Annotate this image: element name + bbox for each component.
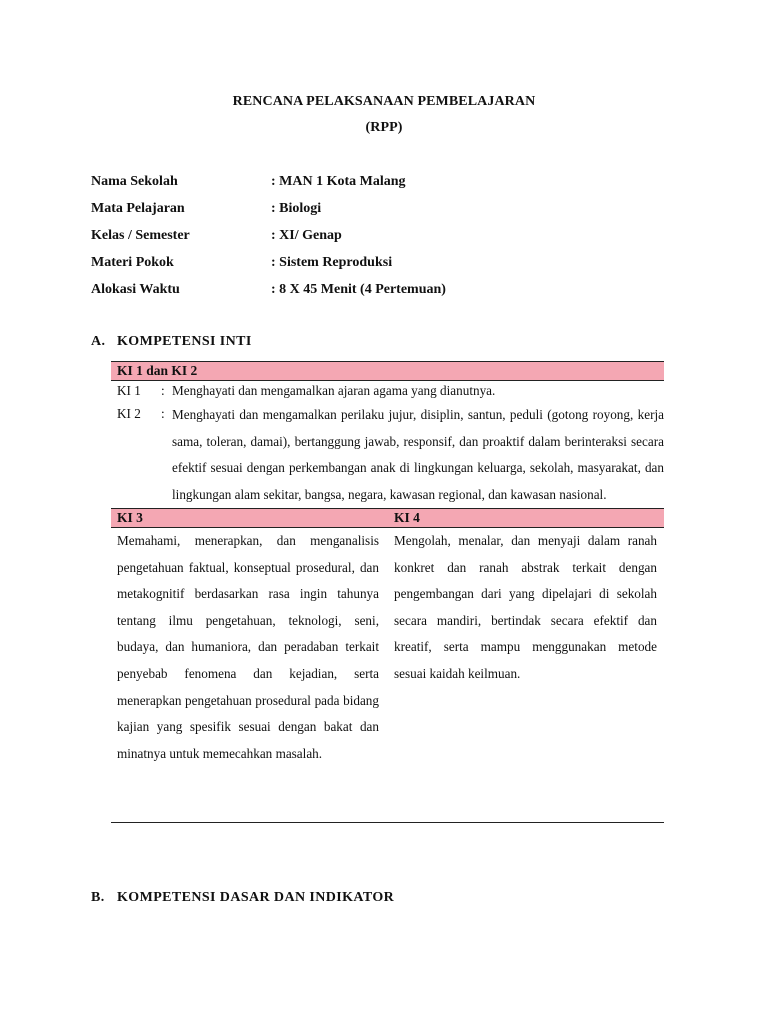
header-label-ki4: KI 4	[394, 510, 420, 525]
info-label: Alokasi Waktu	[91, 282, 180, 297]
table-header-ki12	[111, 361, 664, 381]
ki34-body	[111, 528, 664, 823]
table-header-ki34	[111, 508, 664, 528]
ki-text: Menghayati dan mengamalkan ajaran agama yang dianutnya.	[172, 383, 496, 398]
info-label: Nama Sekolah	[91, 174, 178, 189]
info-value: : Sistem Reproduksi	[271, 255, 393, 270]
ki-code: KI 2	[117, 406, 141, 421]
info-value: : 8 X 45 Menit (4 Pertemuan)	[271, 282, 446, 297]
info-value: : XI/ Genap	[271, 228, 342, 243]
info-label: Materi Pokok	[91, 255, 174, 270]
ki3-text: Memahami, menerapkan, dan menganalisis pengetahuan faktual, konseptual prosedural, dan metakognitif berdasarkan rasa ingin tahunya tentang ilmu pengetahuan, teknologi, seni, budaya, dan humaniora, dan peradaban terkait penyebab fenomena dan kejadian, serta menerapkan pengetahuan prosedural pada bidang kajian yang spesifik sesuai dengan bakat dan minatnya untuk memecahkan masalah.	[117, 533, 379, 761]
ki1-row	[111, 381, 664, 401]
section-title: KOMPETENSI DASAR DAN INDIKATOR	[117, 890, 395, 905]
ki-colon: :	[161, 406, 165, 421]
section-letter: B.	[91, 890, 105, 905]
document-subtitle: (RPP)	[365, 120, 403, 135]
ki-colon: :	[161, 383, 165, 398]
info-value: : MAN 1 Kota Malang	[271, 174, 406, 189]
header-label-ki3: KI 3	[117, 510, 143, 525]
section-a-heading	[91, 334, 252, 350]
section-title: KOMPETENSI INTI	[117, 334, 252, 349]
ki12-block	[111, 381, 664, 508]
info-value: : Biologi	[271, 201, 322, 216]
header-label: KI 1 dan KI 2	[117, 363, 198, 378]
document-title: RENCANA PELAKSANAAN PEMBELAJARAN	[232, 94, 536, 109]
info-label: Mata Pelajaran	[91, 201, 185, 216]
ki-code: KI 1	[117, 383, 141, 398]
ki2-row	[111, 401, 664, 508]
competency-table	[111, 361, 664, 823]
section-letter: A.	[91, 334, 106, 349]
section-b-heading	[91, 890, 394, 906]
info-label: Kelas / Semester	[91, 228, 190, 243]
ki-text: Menghayati dan mengamalkan perilaku jujur, disiplin, santun, peduli (gotong royong, kerja sama, toleran, damai), bertanggung jawab, responsif, dan proaktif dalam berinteraksi secara efektif sesuai dengan perkembangan anak di lingkungan keluarga, sekolah, masyarakat, dan lingkungan alam sekitar, bangsa, negara, kawasan regional, dan kawasan nasional.	[172, 407, 664, 502]
ki4-text: Mengolah, menalar, dan menyaji dalam ranah konkret dan ranah abstrak terkait dengan pengembangan dari yang dipelajari di sekolah secara mandiri, bertindak secara efektif dan kreatif, serta mampu menggunakan metode sesuai kaidah keilmuan.	[394, 533, 657, 681]
